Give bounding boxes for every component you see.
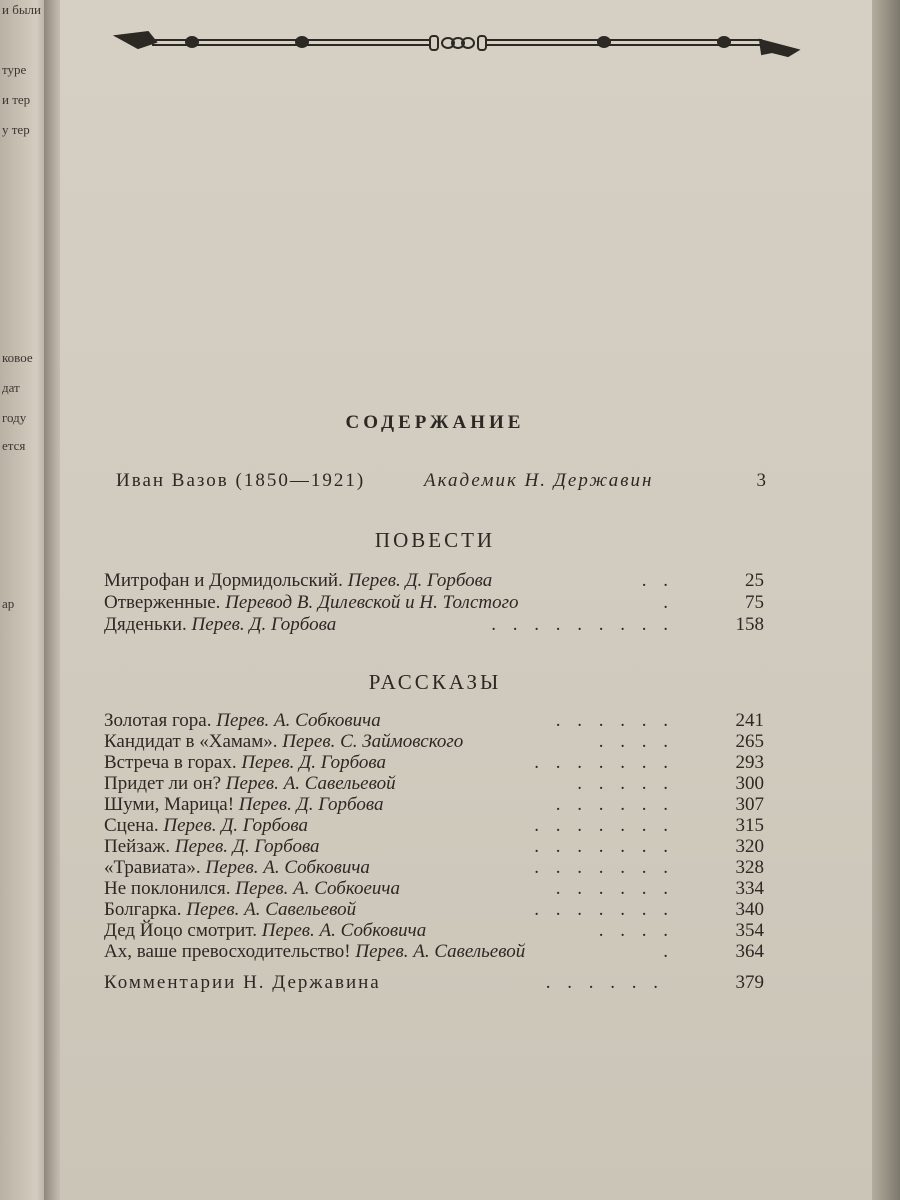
- translator: Перев. А. Собкоеича: [235, 878, 400, 899]
- translator: Перев. А. Савельевой: [355, 941, 526, 962]
- facing-page-fragment: ковое: [2, 350, 33, 365]
- translator: Перев. А. Собковича: [216, 710, 381, 731]
- translator: Перев. Д. Горбова: [191, 614, 337, 635]
- toc-entry-text: [104, 899, 356, 921]
- facing-page-fragment: году: [2, 410, 27, 425]
- translator: Перев. Д. Горбова: [174, 836, 320, 857]
- page-number: 328: [735, 857, 764, 878]
- work-title: «Травиата».: [104, 857, 201, 878]
- page-number: 354: [735, 920, 764, 941]
- page-number: 364: [735, 941, 764, 962]
- translator: Перев. А. Собковича: [205, 857, 370, 878]
- toc-entry[interactable]: [104, 614, 764, 636]
- toc-entry-text: [104, 731, 463, 753]
- toc-entry-text: [104, 773, 396, 795]
- intro-author: Иван Вазов (1850—1921): [116, 470, 366, 491]
- work-title: Отверженные.: [104, 592, 221, 613]
- translator: Перев. С. Займовского: [282, 731, 464, 752]
- page-number: 379: [735, 972, 764, 993]
- leader-dots: . . . . . . .: [534, 857, 674, 878]
- toc-entry[interactable]: [104, 857, 764, 879]
- toc-entry-text: [104, 592, 519, 614]
- toc-entry[interactable]: [104, 710, 764, 732]
- toc-entry[interactable]: [104, 731, 764, 753]
- toc-entry-text: [104, 836, 320, 858]
- intro-entry[interactable]: [116, 470, 766, 492]
- leader-dots: . . . . . . .: [534, 752, 674, 773]
- leader-dots: . . . . . . .: [534, 836, 674, 857]
- leader-dots: . .: [641, 570, 674, 591]
- toc-entry-text: [104, 815, 308, 837]
- work-title: Болгарка.: [104, 899, 182, 920]
- translator: Перев. А. Собковича: [261, 920, 427, 941]
- toc-entry[interactable]: [104, 752, 764, 774]
- commentary-title: Комментарии Н. Державина: [104, 972, 381, 993]
- work-title: Дед Йоцо смотрит.: [104, 920, 257, 941]
- translator: Перев. Д. Горбова: [241, 752, 386, 773]
- page-number: 315: [735, 815, 764, 836]
- toc-entry[interactable]: [104, 920, 764, 942]
- leader-dots: . . . . . .: [555, 878, 674, 899]
- page-number: 340: [735, 899, 764, 920]
- commentary-entry[interactable]: [104, 972, 764, 994]
- page-number: 320: [735, 836, 764, 857]
- page-number: 75: [745, 592, 764, 613]
- page-number: 158: [735, 614, 764, 635]
- leader-dots: . . . .: [598, 920, 674, 941]
- work-title: Дяденьки.: [104, 614, 187, 635]
- leader-dots: . . . . .: [577, 773, 674, 794]
- leader-dots: . . . . . .: [555, 794, 674, 815]
- leader-dots: . . . . . . .: [534, 899, 674, 920]
- toc-entry[interactable]: [104, 773, 764, 795]
- toc-entry-text: [104, 570, 492, 592]
- toc-entry[interactable]: [104, 878, 764, 900]
- page-number: 3: [756, 470, 766, 491]
- toc-entry-text: [104, 920, 426, 942]
- toc-entry-text: [104, 614, 336, 636]
- toc-entry-text: [104, 857, 370, 879]
- translator: Перевод В. Дилевской и Н. Толстого: [225, 592, 519, 613]
- toc-entry[interactable]: [104, 899, 764, 921]
- page-number: 334: [735, 878, 764, 899]
- toc-entry[interactable]: [104, 836, 764, 858]
- page-number: 293: [735, 752, 764, 773]
- contents-heading: СОДЕРЖАНИЕ: [345, 412, 525, 433]
- facing-page-fragment: у тер: [2, 122, 30, 137]
- toc-entry-text: [104, 794, 383, 816]
- toc-entry-text: [104, 941, 525, 963]
- translator: Перев. Д. Горбова: [347, 570, 493, 591]
- section-title: ПОВЕСТИ: [374, 528, 496, 552]
- page-number: 241: [735, 710, 764, 731]
- facing-page-fragment: туре: [2, 62, 27, 77]
- toc-entry[interactable]: [104, 592, 764, 614]
- leader-dots: . . . . . .: [555, 710, 674, 731]
- work-title: Золотая гора.: [104, 710, 212, 731]
- work-title: Пейзаж.: [104, 836, 171, 857]
- work-title: Митрофан и Дормидольский.: [104, 570, 343, 591]
- facing-page-fragment: дат: [2, 380, 20, 395]
- toc-entry-text: [104, 752, 386, 774]
- work-title: Кандидат в «Хамам».: [104, 731, 278, 752]
- toc-entry[interactable]: [104, 794, 764, 816]
- leader-dots: . . . . . . .: [534, 815, 674, 836]
- toc-entry-text: [104, 878, 400, 900]
- leader-dots: .: [663, 592, 674, 613]
- toc-entry[interactable]: [104, 570, 764, 592]
- leader-dots: . . . . . .: [545, 972, 664, 993]
- leader-dots: .: [663, 941, 674, 962]
- work-title: Не поклонился.: [104, 878, 231, 899]
- work-title: Встреча в горах.: [104, 752, 237, 773]
- intro-translator: Академик Н. Державин: [424, 470, 654, 491]
- work-title: Ах, ваше превосходительство!: [104, 941, 351, 962]
- translator: Перев. Д. Горбова: [238, 794, 384, 815]
- work-title: Сцена.: [104, 815, 159, 836]
- facing-page-fragment: и были: [2, 2, 41, 17]
- facing-page-fragment: ется: [2, 438, 26, 453]
- facing-page-fragment: и тер: [2, 92, 31, 107]
- page-number: 300: [735, 773, 764, 794]
- section-title: РАССКАЗЫ: [368, 670, 502, 694]
- toc-entry-text: [104, 710, 381, 732]
- translator: Перев. А. Савельевой: [225, 773, 396, 794]
- toc-entry[interactable]: [104, 815, 764, 837]
- toc-entry[interactable]: [104, 941, 764, 963]
- page-number: 25: [745, 570, 764, 591]
- work-title: Шуми, Марица!: [104, 794, 235, 815]
- translator: Перев. Д. Горбова: [163, 815, 309, 836]
- work-title: Придет ли он?: [104, 773, 222, 794]
- facing-page-fragment: ар: [2, 596, 15, 611]
- leader-dots: . . . . . . . . .: [491, 614, 674, 635]
- translator: Перев. А. Савельевой: [186, 899, 357, 920]
- leader-dots: . . . .: [598, 731, 674, 752]
- page-number: 265: [735, 731, 764, 752]
- page-number: 307: [735, 794, 764, 815]
